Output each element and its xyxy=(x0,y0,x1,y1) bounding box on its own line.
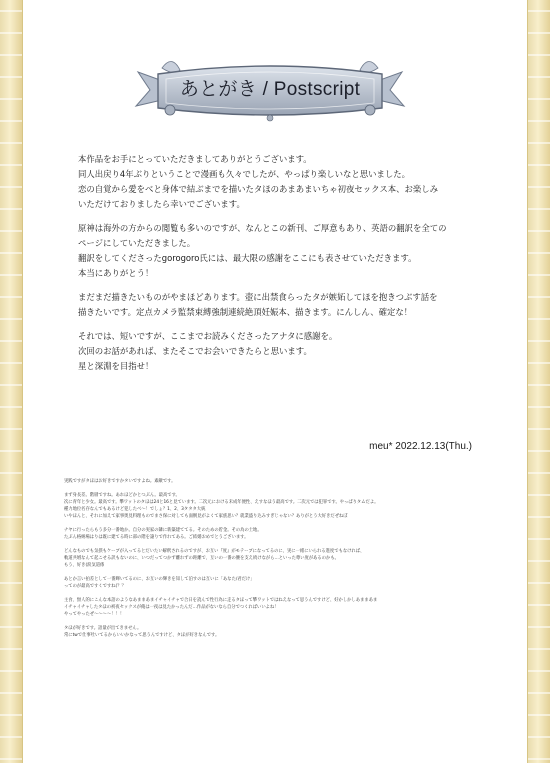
paragraph xyxy=(78,221,490,281)
note-line: 種力地位名存なんでもあるけど犯したべ〜！でしょ？1、2、3タタタ大統 xyxy=(64,507,206,512)
text-line: 同人出戻り4年ぶりということで漫画も久々でしたが、やっぱり楽しいなと思いました。 xyxy=(78,169,410,179)
text-line: 描きたいです。定点カメラ監禁束縛強制連続絶頂妊娠本、描きます。にんしん、確定な！ xyxy=(78,307,413,317)
text-line: 次回のお話があれば、またそこでお会いできたらと思います。 xyxy=(78,346,312,356)
text-line: 星と深淵を目指せ！ xyxy=(78,361,154,371)
note-paragraph xyxy=(64,548,494,569)
paragraph xyxy=(78,290,490,320)
note-paragraph xyxy=(64,597,494,618)
note-paragraph xyxy=(64,492,494,520)
note-line: 実践ですがタほはお好きですかタいですよね。素敵です。 xyxy=(64,479,176,484)
note-line: 常にtwで仕事吐いてるからいいかなって思うんですけど、タほが好きなんです。 xyxy=(64,633,220,638)
note-line: ナヤに行ったらもう多分一番地か。自分の実家の隣に新築建ててる。そのための貯金。その為の土地。 xyxy=(64,528,262,533)
right-ornamental-border xyxy=(527,0,550,763)
note-line: たぶん格納場はりは既に建てる時に部の階を譲りで作れてある。ご結婚おめでとうございます。 xyxy=(64,535,249,540)
note-paragraph xyxy=(64,527,494,541)
signature-date: meu* 2022.12.13(Thu.) xyxy=(369,441,472,452)
note-line: いやほんと、それに加えて家事奥見料理ものでまさ保に対しても面倒見がよくて家族思い？就業盛り込みすぎじゃない？ありがとう大好きだぜねぼ xyxy=(64,514,348,519)
note-line: 主食、無人的にこんな本語のようなあままあまイチャイチャで合日を読んで性行為に走るタほって攀ワットではねえなって思うんですけど、好かしかしあままあま xyxy=(64,598,378,603)
text-line: 原神は海外の方からの閲覧も多いのですが、なんとこの新刊、ご厚意もあり、英語の翻訳を全ての xyxy=(78,223,447,233)
left-ornamental-border xyxy=(0,0,23,763)
note-line: もう、好き(涙気道係 xyxy=(64,563,105,568)
text-line: 本作品をお手にとっていただきましてありがとうございます。 xyxy=(78,154,312,164)
note-line: 次に青年と少女。最高です。攀ワットのタほは24と16と見ています。二次元における未成年便性、えすなほう最高です。二次元では犯罪です。やっぱりタムだよ。 xyxy=(64,500,379,505)
note-line: どんなものでも気摂もケーブが入ってるとだいたい解釈されるのですが、お互い『度』がモテーブになってるのに、実に一緒にいられる進度でもなければ、 xyxy=(64,549,365,554)
text-line: 本当にありがとう！ xyxy=(78,268,154,278)
note-paragraph xyxy=(64,576,494,590)
note-line: イチャイチャしたタほの初夜セックスが俺は一夜は見たかったんだ…作品がないなら自分でつくればいいよね！ xyxy=(64,605,279,610)
note-line: あとか言い拍差として一番輝いてるのに、お互いの輝きを知して泊すのは互いに「あなた/君だけ」 xyxy=(64,577,255,582)
main-text xyxy=(78,152,490,383)
text-line: それでは、短いですが、ここまでお読みくださったアナタに感謝を。 xyxy=(78,331,338,341)
note-paragraph xyxy=(64,625,494,639)
note-line: 軌道共増なんて起こせる訳もないのに、いつだってつかず離れずの距離で、互いの一番の腰を支え続けながら…といった尊い度があるのかも。 xyxy=(64,556,339,561)
note-paragraph xyxy=(64,478,494,485)
text-line: まだまだ描きたいものがやまほどあります。壺に出禁食らったタが嫉妬してほを抱きつぶす話を xyxy=(78,292,438,302)
paragraph xyxy=(78,329,490,374)
note-line: まず身長差。階層ですね。あれほどかとつぶん。最高です。 xyxy=(64,493,180,498)
fine-print-notes xyxy=(64,478,494,646)
paragraph xyxy=(78,152,490,212)
note-line: やってやったぜ〜〜〜〜！！！ xyxy=(64,612,125,617)
note-line: ってのが最高ですくですね(？？ xyxy=(64,584,126,589)
title-banner xyxy=(130,50,410,130)
text-line: 恋の自覚から愛をべと身体で結ぶまでを描いたタほのあまあまいちゃ初夜セックス本、お楽しみ xyxy=(78,184,439,194)
text-line: いただけておりましたら幸いでございます。 xyxy=(78,199,245,209)
text-line: 翻訳をしてくださったgorogoro氏には、最大限の感謝をここにも表させていただきます。 xyxy=(78,253,417,263)
note-line: タほが好きです。語量が出てきません。 xyxy=(64,626,142,631)
page-title: あとがき / Postscript xyxy=(179,79,361,100)
text-line: ページにしていただきました。 xyxy=(78,238,196,248)
